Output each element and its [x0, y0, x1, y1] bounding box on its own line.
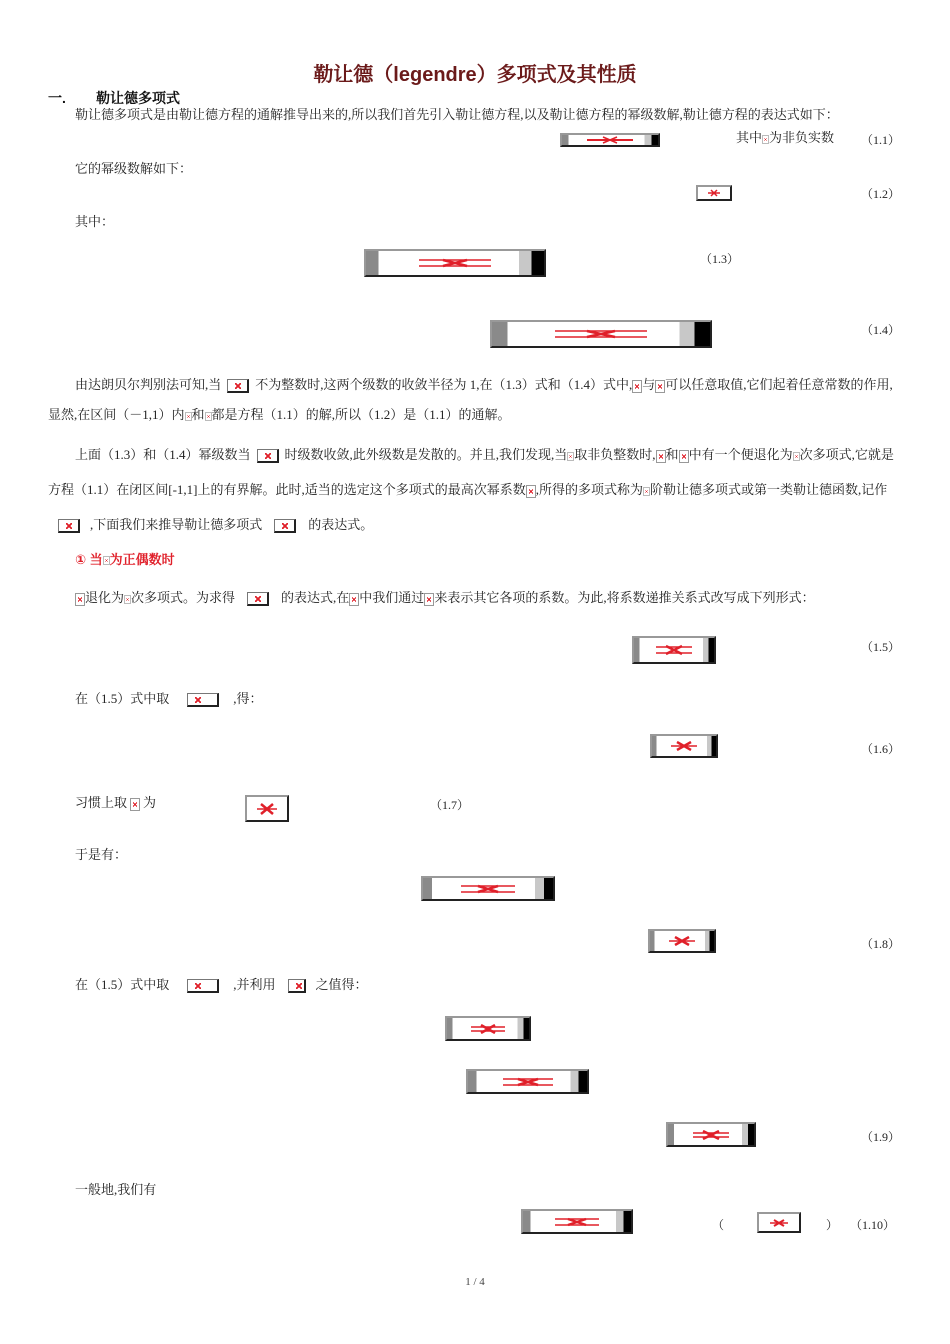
- broken-image-icon: [288, 979, 306, 993]
- broken-image-icon: [500, 1077, 556, 1087]
- broken-image-icon: [227, 379, 249, 393]
- broken-image-icon: [762, 135, 769, 144]
- broken-image-icon: [130, 798, 140, 811]
- formula-1-4-image: [490, 320, 712, 348]
- broken-image-icon: [257, 449, 279, 463]
- broken-image-icon: [124, 595, 131, 604]
- formula-1-9-image: [666, 1122, 756, 1147]
- formula-1-10-condition-image: [757, 1212, 801, 1233]
- case-description: 退化为 次多项式。为求得 的表达式,在 中我们通过 来表示其它各项的系数。为此,将系数递推关系式改写成下列形式：: [75, 589, 815, 607]
- formula-1-1-image: [560, 133, 660, 147]
- eq-number-1-4: （1.4）: [861, 323, 901, 337]
- broken-image-icon: [707, 189, 721, 197]
- page-number: 1 / 4: [465, 1276, 485, 1288]
- broken-image-icon: [567, 452, 574, 461]
- broken-image-icon: [415, 258, 495, 268]
- eq-number-1-10: （1.10）: [850, 1218, 896, 1232]
- eq-number-1-8: （1.8）: [861, 937, 901, 951]
- broken-image-icon: [205, 412, 212, 421]
- broken-image-icon: [679, 450, 689, 463]
- eq1-1-note: [736, 130, 834, 146]
- eq-number-1-6: （1.6）: [861, 742, 901, 756]
- broken-image-icon: [469, 1024, 507, 1034]
- broken-image-icon: [187, 693, 219, 707]
- eq1-1-prefix: 其中: [736, 130, 763, 145]
- where-label: 其中：: [75, 214, 115, 229]
- formula-1-3-image: [364, 249, 546, 277]
- thus-label: 于是有：: [75, 847, 128, 862]
- paragraph-convergence: 由达朗贝尔判别法可知,当 不为整数时,这两个级数的收敛半径为 1,在（1.3）式和（1.4）式中, 与 可以任意取值,它们起着任意常数的作用,显然,在区间（－1,1）内 和 都是方程（1.1）的解,所以（1.2）是（1.1）的通解。: [48, 377, 893, 422]
- broken-image-icon: [632, 380, 642, 393]
- broken-image-icon: [247, 592, 269, 606]
- section-number: 一.: [48, 90, 66, 106]
- section-heading: [48, 88, 180, 108]
- broken-image-icon: [256, 803, 278, 815]
- broken-image-icon: [669, 741, 699, 751]
- broken-image-icon: [187, 979, 219, 993]
- broken-image-icon: [458, 884, 518, 894]
- eq-number-1-9: （1.9）: [861, 1130, 901, 1144]
- eq1-10-close-paren: ）: [826, 1218, 839, 1232]
- broken-image-icon: [656, 450, 666, 463]
- broken-image-icon: [185, 412, 192, 421]
- page-title: 勒让德（legendre）多项式及其性质: [313, 64, 637, 86]
- broken-image-icon: [654, 644, 694, 656]
- formula-1-10-image: [521, 1209, 633, 1234]
- formula-1-8-image: [648, 929, 716, 953]
- take-line-1: 在（1.5）式中取 ,得：: [75, 691, 263, 706]
- broken-image-icon: [691, 1130, 731, 1140]
- broken-image-icon: [349, 593, 359, 606]
- broken-image-icon: [551, 329, 651, 339]
- eq-number-1-3: （1.3）: [700, 252, 740, 266]
- broken-image-icon: [75, 593, 85, 606]
- eq1-10-open-paren: （: [712, 1218, 725, 1232]
- case-heading-even: ① 当 为正偶数时: [75, 552, 175, 567]
- broken-image-icon: [424, 593, 434, 606]
- broken-image-icon: [585, 136, 635, 144]
- paragraph-polynomial: 上面（1.3）和（1.4）幂级数当 时级数收敛,此外级数是发散的。并且,我们发现,当 取非负整数时, 和 中有一个便退化为 次多项式,它就是方程（1.1）在闭区间[-1,1]上的有界解。此时,适当的选定这个多项式的最高次幂系数 ,所得的多项式称为 阶勒让德多项式或第一类勒让德函数,记作,下面我们来推导勒让德多项式 的表达式。: [48, 447, 894, 532]
- series-intro: 它的幂级数解如下：: [75, 161, 193, 176]
- eq-number-1-2: （1.2）: [861, 187, 901, 201]
- broken-image-icon: [655, 380, 665, 393]
- section-title: 勒让德多项式: [96, 90, 180, 106]
- eq-number-1-7: （1.7）: [430, 798, 470, 812]
- eq-number-1-5: （1.5）: [861, 640, 901, 654]
- formula-1-5-image: [632, 636, 716, 664]
- formula-1-2-image: [696, 185, 732, 201]
- broken-image-icon: [552, 1217, 602, 1227]
- eq1-1-suffix: 为非负实数: [769, 130, 835, 145]
- broken-image-icon: [793, 452, 800, 461]
- broken-image-icon: [769, 1219, 789, 1227]
- formula-1-6-image: [650, 734, 718, 758]
- intro-text: 勒让德多项式是由勒让德方程的通解推导出来的,所以我们首先引入勒让德方程,以及勒让德方程的幂级数解,勒让德方程的表达式如下：: [75, 107, 839, 122]
- broken-image-icon: [667, 936, 697, 946]
- eq-number-1-1: （1.1）: [861, 133, 901, 147]
- formula-step-a-image: [445, 1016, 531, 1041]
- take-line-2: 在（1.5）式中取 ,并利用 之值得：: [75, 977, 368, 992]
- general-label: 一般地,我们有: [75, 1182, 157, 1197]
- formula-step-b-image: [466, 1069, 589, 1094]
- formula-derived-image: [421, 876, 555, 901]
- broken-image-icon: [643, 487, 650, 496]
- eq1-7-text: 习惯上取 为: [75, 795, 157, 810]
- broken-image-icon: [58, 519, 80, 533]
- broken-image-icon: [274, 519, 296, 533]
- broken-image-icon: [526, 485, 536, 498]
- formula-1-7-image: [245, 795, 289, 822]
- broken-image-icon: [103, 556, 110, 565]
